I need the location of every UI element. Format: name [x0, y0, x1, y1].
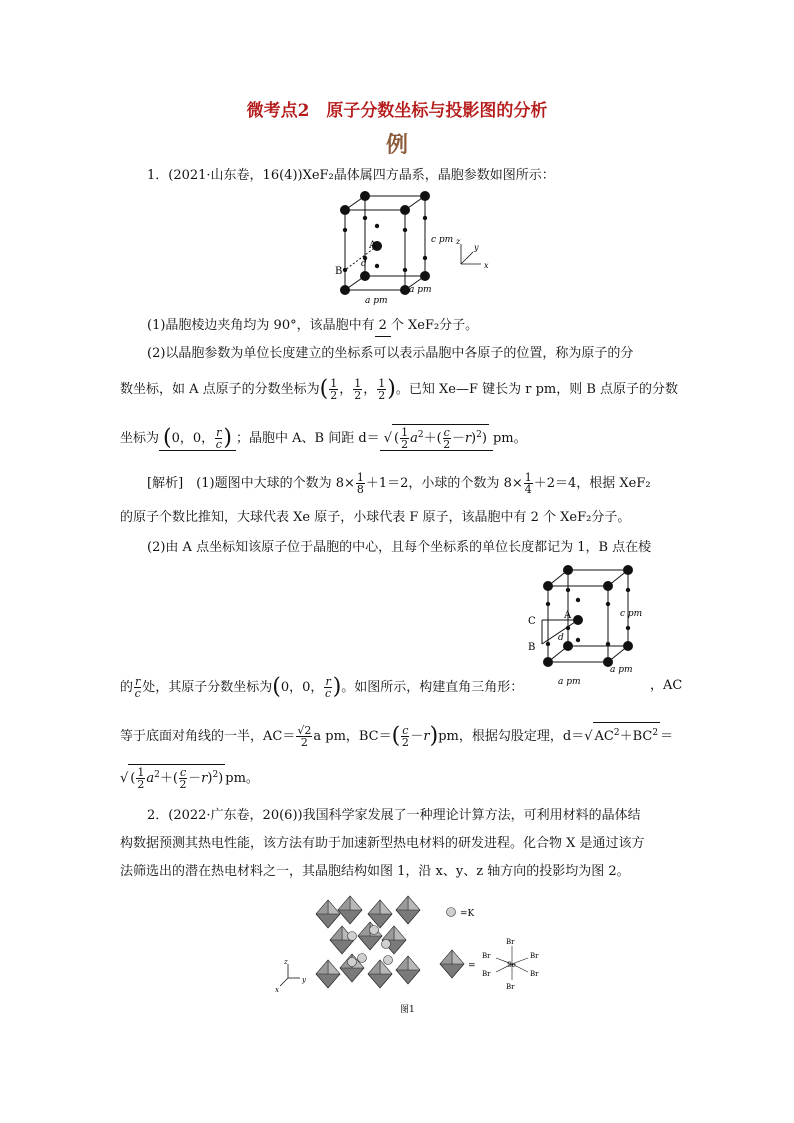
fig2-label-d: d — [558, 633, 564, 643]
svg-text:y: y — [302, 976, 306, 984]
q2-line2: 构数据预测其热电性能，该方法有助于加速新型热电材料的研发进程。化合物 X 是通过该方 — [120, 836, 645, 851]
fig1-axis-x: x — [484, 261, 489, 270]
svg-text:Se: Se — [507, 961, 516, 969]
figure-1-caption: 图1 — [400, 1005, 415, 1015]
q1-intro: 1．(2021·山东卷，16(4))XeF₂晶体属四方晶系，晶胞参数如图所示： — [147, 168, 555, 183]
q1-part2-line2: 数坐标，如 A 点原子的分数坐标为( $\frac{1}{2}$ ， $\frac{1}{2}$ ， $\frac{1}{2}$ )。已知 Xe—F 键长为 r pm，则 B 点原子的分数 — [120, 376, 679, 402]
fig1-label-a1: a pm — [365, 296, 388, 306]
q1-part2-c: 。已知 Xe—F 键长为 r pm，则 B 点原子的分数 — [395, 382, 679, 397]
svg-text:Br: Br — [506, 983, 515, 991]
solution-line4: 的 $\frac{r}{c}$ 处，其原子分数坐标为(0，0， $\frac{r}{c}$ )。如图所示，构建直角三角形： — [120, 674, 524, 700]
solution-line1: [解析] (1)题图中大球的个数为 8× $\frac{1}{8}$ ＋1＝2，小球的个数为 8× $\frac{1}{4}$ ＋2＝4，根据 XeF₂ — [147, 471, 651, 496]
fig1-label-B: B — [335, 266, 343, 277]
fig1-label-a2: a pm — [409, 285, 432, 295]
q1-part1-a: (1)晶胞棱边夹角均为 90°，该晶胞中有 — [147, 318, 375, 333]
solution-line5: 等于底面对角线的一半，AC＝ $\frac{√2}{2}$ a pm，BC＝( $\frac{c}{2}$ －r)pm，根据勾股定理，d＝√ $AC^2+BC^2$ ＝ — [120, 723, 674, 749]
svg-text:Br: Br — [506, 938, 515, 946]
solution-line2: 的原子个数比推知，大球代表 Xe 原子，小球代表 F 原子，该晶胞中有 2 个 XeF₂分子。 — [120, 510, 631, 525]
q1-part1-b: 个 XeF₂分子。 — [390, 318, 479, 333]
q1-distance-answer: √ ( $\frac{1}{2}$ $a^2+$( $\frac{c}{2}$ －r)$^2$) — [380, 424, 493, 451]
fig2-label-C: C — [528, 616, 536, 627]
legend-k-ball — [447, 908, 456, 917]
svg-text:=: = — [468, 961, 476, 971]
fig1-label-c: c pm — [431, 235, 454, 245]
xef2-cell-figure — [325, 188, 505, 306]
q1-part1-answer: 2 — [375, 316, 391, 337]
q1-coord-answer: (0，0， $\frac{r}{c}$ ) — [159, 427, 236, 451]
fig2-label-a2: a pm — [610, 665, 633, 675]
q1-part2-line1: (2)以晶胞参数为单位长度建立的坐标系可以表示晶胞中各原子的位置，称为原子的分 — [147, 346, 634, 361]
svg-text:x: x — [275, 986, 279, 994]
svg-text:Br: Br — [482, 952, 491, 960]
fig1-axis-z: z — [456, 237, 461, 246]
fig1-label-A: A — [369, 240, 377, 251]
crystal-structure-figure-1 — [270, 894, 560, 1018]
svg-text:Br: Br — [482, 970, 491, 978]
q1-part2-line3: 坐标为 (0，0， $\frac{r}{c}$ ) ；晶胞中 A、B 间距 d＝ √ ( $\frac{1}{2}$ $a^2+$( $\frac{c}{2}$ －r)$^2$) pm。 — [120, 425, 527, 451]
svg-text:Br: Br — [530, 952, 539, 960]
fig1-axis-y: y — [474, 243, 479, 252]
solution-line3: (2)由 A 点坐标知该原子位于晶胞的中心，且每个坐标系的单位长度都记为 1，B 点在棱 — [147, 540, 652, 555]
legend-k-text: =K — [460, 909, 475, 919]
svg-text:Br: Br — [530, 970, 539, 978]
fig2-label-a1: a pm — [558, 677, 581, 687]
solution-line6: √ ( $\frac{1}{2}$ $a^2+$( $\frac{c}{2}$ －r)$^2$) pm。 — [120, 766, 259, 791]
q2-line3: 法筛选出的潜在热电材料之一，其晶胞结构如图 1，沿 x、y、z 轴方向的投影均为图 2。 — [120, 864, 630, 879]
q1-part1 — [147, 316, 478, 337]
q2-line1: 2．(2022·广东卷，20(6))我国科学家发展了一种理论计算方法，可利用材料的晶体结 — [147, 808, 641, 823]
q1-part2-b: 数坐标，如 A 点原子的分数坐标为 — [120, 382, 320, 397]
solution-label: [解析] — [147, 476, 184, 491]
solution-line4-tail: ，AC — [650, 678, 683, 693]
fig2-label-A: A — [564, 610, 572, 621]
xef2-cell-triangle-figure — [520, 562, 660, 690]
page-title: 微考点2 原子分数坐标与投影图的分析 — [246, 101, 548, 121]
svg-text:z: z — [284, 958, 288, 966]
fig1-label-d: d — [361, 259, 367, 269]
example-label: 例 — [385, 132, 408, 158]
fig2-label-c: c pm — [620, 609, 643, 619]
fig2-label-B: B — [528, 642, 536, 653]
